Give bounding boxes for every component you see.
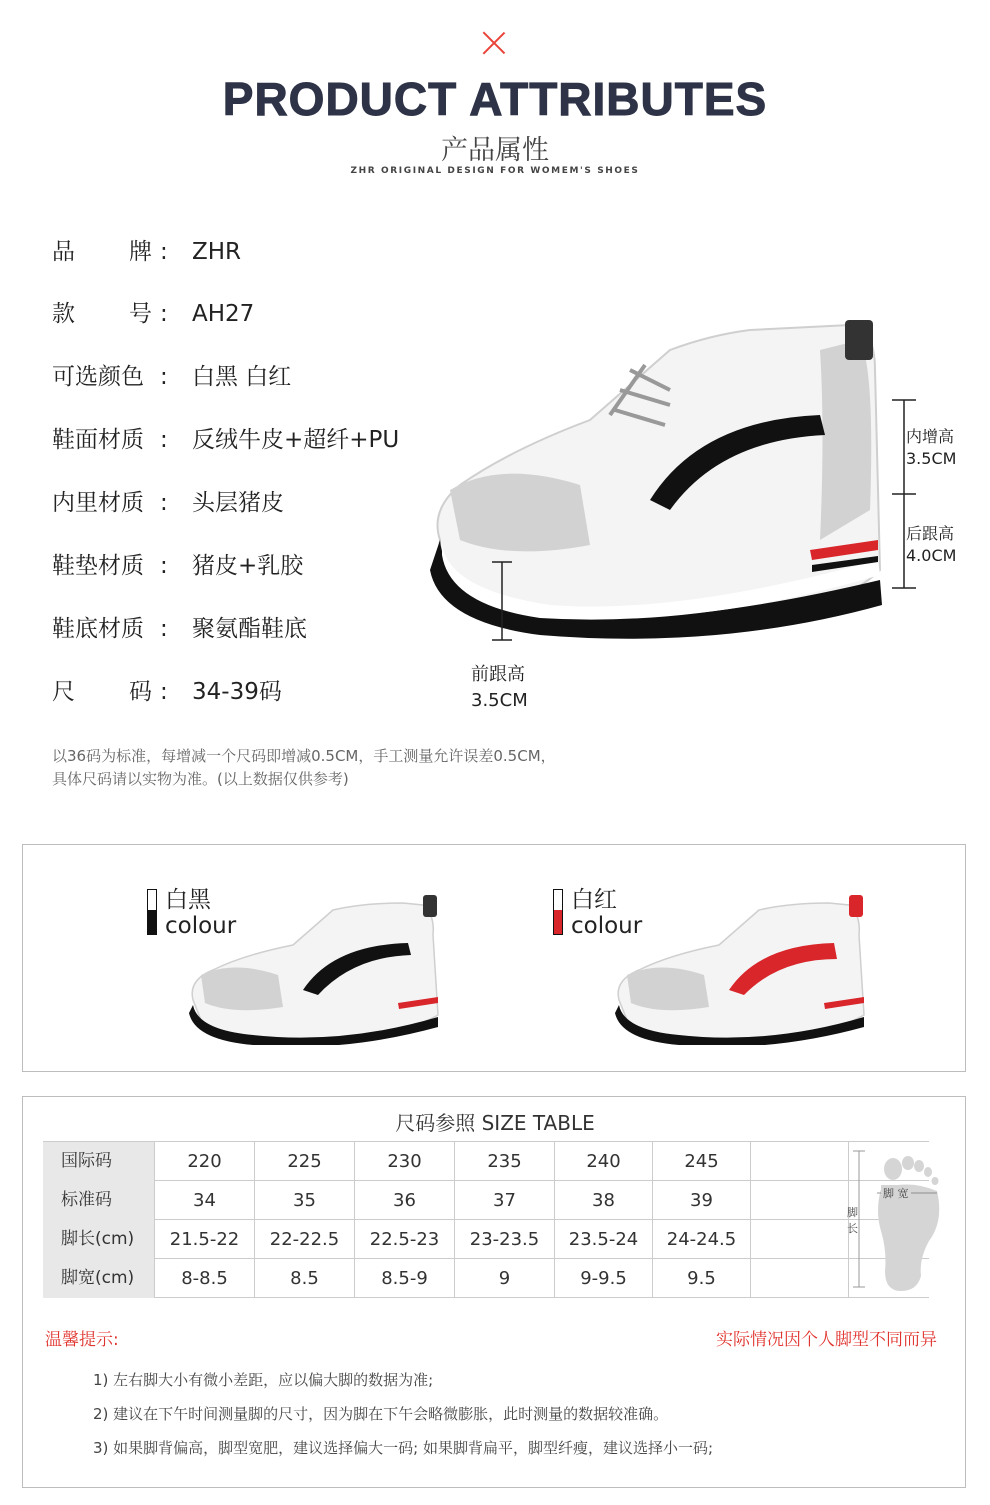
table-cell: 9-9.5 xyxy=(555,1259,653,1298)
table-cell: 23-23.5 xyxy=(455,1220,555,1259)
table-cell: 21.5-22 xyxy=(155,1220,255,1259)
table-cell: 235 xyxy=(455,1142,555,1181)
page-title: PRODUCT ATTRIBUTES xyxy=(222,73,768,125)
attr-colon: : xyxy=(160,364,168,390)
tip-item: 1) 左右脚大小有微小差距，应以偏大脚的数据为准; xyxy=(93,1371,434,1389)
table-row xyxy=(43,1181,929,1220)
table-cell: 220 xyxy=(155,1142,255,1181)
close-x-icon xyxy=(481,30,507,56)
table-row xyxy=(43,1142,929,1181)
attr-colon: : xyxy=(160,490,168,516)
table-cell: 36 xyxy=(355,1181,455,1220)
attr-label: 可选颜色 xyxy=(52,364,144,390)
size-table xyxy=(43,1141,929,1297)
table-cell: 34 xyxy=(155,1181,255,1220)
table-cell-empty xyxy=(751,1259,849,1298)
black-sneaker-image xyxy=(183,895,443,1045)
table-cell-empty xyxy=(751,1142,849,1181)
front-height-scale xyxy=(488,560,518,642)
attr-row-brand xyxy=(52,232,472,272)
red-swatch xyxy=(553,889,563,935)
attr-row-colors xyxy=(52,357,472,397)
attr-colon: : xyxy=(160,679,168,705)
table-cell: 22-22.5 xyxy=(255,1220,355,1259)
attr-label: 鞋垫材质 xyxy=(52,553,144,579)
table-row xyxy=(43,1220,929,1259)
tips-label: 温馨提示: xyxy=(45,1330,119,1350)
attr-value: 头层猪皮 xyxy=(192,490,284,516)
attr-label: 尺 码 xyxy=(52,679,152,705)
table-cell: 24-24.5 xyxy=(653,1220,751,1259)
front-height-title: 前跟高 xyxy=(471,664,525,685)
attr-value: 白黑 白红 xyxy=(192,364,292,390)
table-cell: 8.5 xyxy=(255,1259,355,1298)
brand-tagline: ZHR ORIGINAL DESIGN FOR WOMEM'S SHOES xyxy=(350,166,640,176)
attr-value: 猪皮+乳胶 xyxy=(192,553,304,579)
tips-note: 实际情况因个人脚型不同而异 xyxy=(716,1330,937,1350)
table-cell: 8.5-9 xyxy=(355,1259,455,1298)
tip-item: 2) 建议在下午时间测量脚的尺寸，因为脚在下午会略微膨胀，此时测量的数据较准确。 xyxy=(93,1405,669,1423)
attr-value: 34-39码 xyxy=(192,679,282,705)
foot-icon xyxy=(849,1141,949,1297)
inner-height-value: 3.5CM xyxy=(906,449,957,468)
size-table-title: 尺码参照 SIZE TABLE xyxy=(395,1111,595,1135)
attr-colon: : xyxy=(160,616,168,642)
table-cell: 22.5-23 xyxy=(355,1220,455,1259)
heel-height-value: 4.0CM xyxy=(906,546,957,565)
inner-height-label xyxy=(906,426,956,470)
attr-row-lining xyxy=(52,483,472,523)
attr-value: ZHR xyxy=(192,239,242,265)
heel-height-title: 后跟高 xyxy=(906,524,955,543)
attr-value: 反绒牛皮+超纤+PU xyxy=(192,427,400,453)
table-cell-empty xyxy=(751,1181,849,1220)
row-header: 脚长(cm) xyxy=(43,1220,155,1259)
black-swatch xyxy=(147,889,157,935)
attr-label: 鞋底材质 xyxy=(52,616,144,642)
red-sneaker-image xyxy=(609,895,869,1045)
table-cell: 38 xyxy=(555,1181,653,1220)
table-cell: 230 xyxy=(355,1142,455,1181)
inner-height-title: 内增高 xyxy=(906,427,955,446)
attr-label: 内里材质 xyxy=(52,490,144,516)
table-row xyxy=(43,1259,929,1298)
table-cell: 240 xyxy=(555,1142,653,1181)
front-height-value: 3.5CM xyxy=(471,690,528,711)
attr-colon: : xyxy=(160,427,168,453)
attr-row-insole xyxy=(52,546,472,586)
size-note-line2: 具体尺码请以实物为准。(以上数据仅供参考) xyxy=(52,770,349,788)
attr-label: 款 号 xyxy=(52,301,152,327)
attr-row-style xyxy=(52,294,472,334)
size-note-line1: 以36码为标准，每增减一个尺码即增减0.5CM，手工测量允许误差0.5CM， xyxy=(52,747,556,765)
swatch-fill xyxy=(554,910,562,934)
table-cell-empty xyxy=(751,1220,849,1259)
attr-value: AH27 xyxy=(192,301,255,327)
attr-row-size xyxy=(52,672,472,712)
row-header: 标准码 xyxy=(43,1181,155,1220)
table-cell: 37 xyxy=(455,1181,555,1220)
page-subtitle: 产品属性 xyxy=(441,135,549,166)
foot-diagram xyxy=(849,1141,949,1297)
colour-sub: colour xyxy=(165,913,237,939)
colour-sub: colour xyxy=(571,913,643,939)
table-cell: 35 xyxy=(255,1181,355,1220)
attr-value: 聚氨酯鞋底 xyxy=(192,616,307,642)
attr-row-upper xyxy=(52,420,472,460)
table-cell: 8-8.5 xyxy=(155,1259,255,1298)
heel-height-label xyxy=(906,523,956,567)
table-cell: 9 xyxy=(455,1259,555,1298)
attr-label: 品 牌 xyxy=(52,239,152,265)
table-cell: 23.5-24 xyxy=(555,1220,653,1259)
size-table-panel xyxy=(22,1096,966,1488)
front-height-label xyxy=(471,662,528,714)
attr-colon: : xyxy=(160,553,168,579)
colour-options-panel xyxy=(22,844,966,1072)
attr-colon: : xyxy=(160,301,168,327)
tip-item: 3) 如果脚背偏高，脚型宽肥，建议选择偏大一码; 如果脚背扁平，脚型纤瘦，建议选择小一码; xyxy=(93,1439,714,1457)
table-cell: 39 xyxy=(653,1181,751,1220)
table-cell: 225 xyxy=(255,1142,355,1181)
swatch-fill xyxy=(148,910,156,934)
colour-name: 白黑 xyxy=(165,887,211,913)
attr-colon: : xyxy=(160,239,168,265)
row-header: 脚宽(cm) xyxy=(43,1259,155,1298)
colour-name: 白红 xyxy=(571,887,617,913)
attr-row-sole xyxy=(52,609,472,649)
attr-label: 鞋面材质 xyxy=(52,427,144,453)
row-header: 国际码 xyxy=(43,1142,155,1181)
table-cell: 9.5 xyxy=(653,1259,751,1298)
table-cell: 245 xyxy=(653,1142,751,1181)
foot-width-label: 脚 宽 xyxy=(883,1187,909,1200)
foot-length-label: 脚长 xyxy=(847,1206,858,1235)
